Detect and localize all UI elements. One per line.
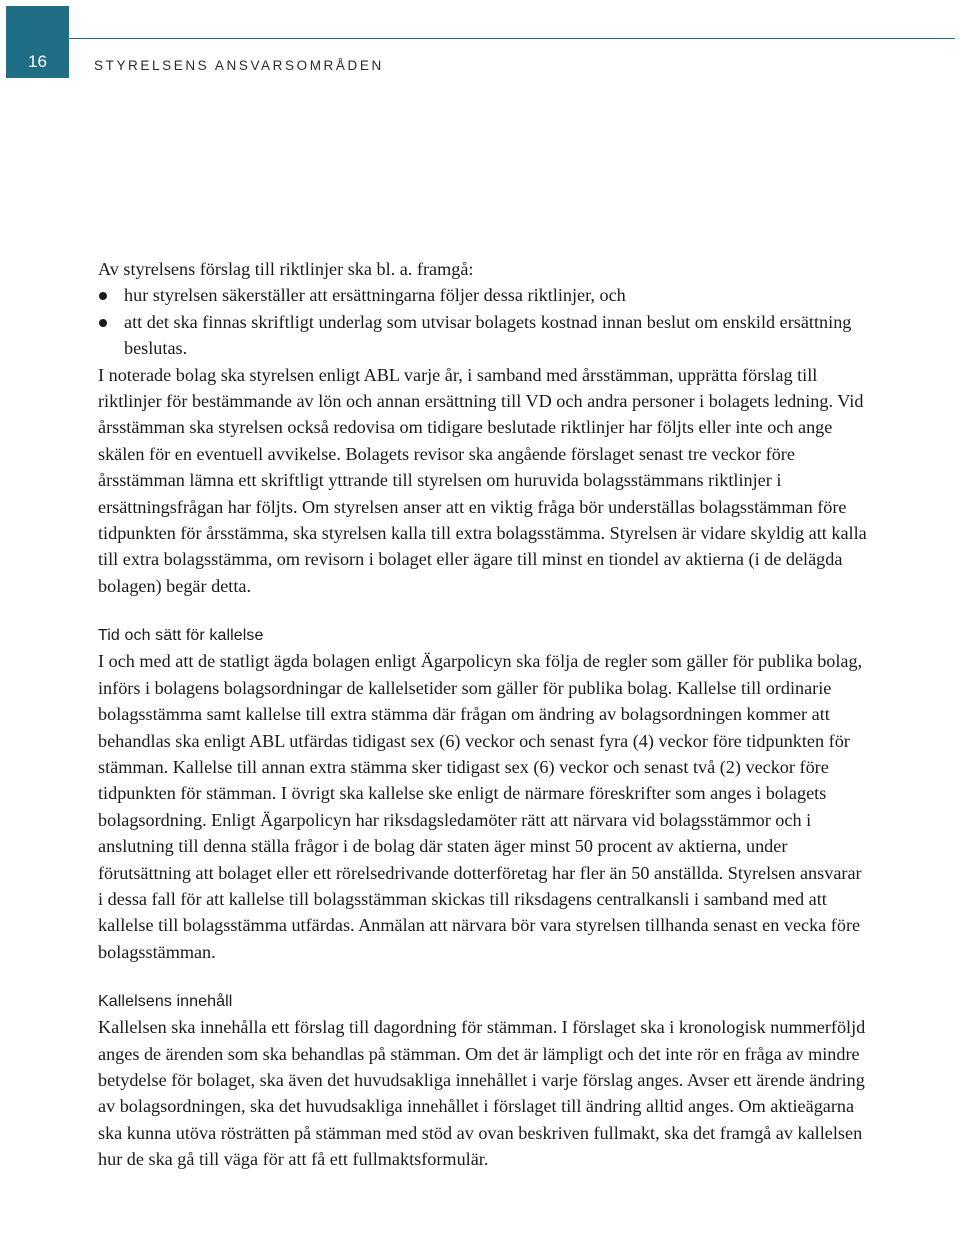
intro-paragraph: I noterade bolag ska styrelsen enligt ABL varje år, i samband med årsstämman, upprätta förslag till riktlinjer för bestämmande av lön och annan ersättning till VD och andra personer i bolagets ledning. Vid årsstämman ska styrelsen också redovisa om tidigare beslutade riktlinjer har följts eller inte och ange skälen för en eventuell avvikelse. Bolagets revisor ska angående förslaget senast tre veckor före årsstämman lämna ett skriftligt yttrande till styrelsen om huruvida bolagsstämmans riktlinjer i ersättningsfrågan har följts. Om styrelsen anser att en viktig fråga bör underställas bolagsstämman före tidpunkten för årsstämma, ska styrelsen kalla till extra bolagsstämma. Styrelsen är vidare skyldig att kalla till extra bolagsstämma, om revisorn i bolaget eller ägare till minst en tiondel av aktierna (i de delägda bolagen) begär detta. bbox=[98, 364, 867, 596]
bullet-item bbox=[98, 282, 868, 308]
bullet-text: att det ska finnas skriftligt underlag som utvisar bolagets kostnad innan beslut om enskild ersättning beslutas. bbox=[124, 311, 852, 359]
page-number: 16 bbox=[28, 52, 47, 71]
header-rule bbox=[69, 38, 955, 39]
bullet-list bbox=[98, 282, 868, 361]
section-body-kallelse-tid: I och med att de statligt ägda bolagen enligt Ägarpolicyn ska följa de regler som gäller för publika bolag, införs i bolagens bolagsordningar de kallelsetider som gäller för publika bolag. Kallelse till ordinarie bolagsstämma samt kallelse till extra stämma där frågan om ändring av bolagsordningen kommer att behandlas ska enligt ABL utfärdas tidigast sex (6) veckor och senast fyra (4) veckor före tidpunkten för stämman. Kallelse till annan extra stämma sker tidigast sex (6) veckor och senast två (2) veckor före tidpunkten för stämman. I övrigt ska kallelse ske enligt de närmare föreskrifter som anges i bolagets bolagsordning. Enligt Ägarpolicyn har riksdagsledamöter rätt att närvara vid bolagsstämmor och i anslutning till denna ställa frågor i de bolag där staten äger minst 50 procent av aktierna, under förutsättning att bolaget eller ett rörelsedrivande dotterföretag har fler än 50 anställda. Styrelsen ansvarar i dessa fall för att kallelse till bolagsstämman skickas till riksdagens centralkansli i samband med att kallelse till bolagsstämma utfärdas. Anmälan att närvara bör vara styrelsen tillhanda senast en vecka före bolagsstämman. bbox=[98, 651, 863, 962]
section-heading-kallelse-innehall: Kallelsens innehåll bbox=[98, 993, 233, 1011]
bullet-item bbox=[98, 309, 868, 362]
document-body bbox=[98, 256, 868, 1173]
bullet-icon bbox=[99, 319, 107, 327]
section-body-kallelse-innehall: Kallelsen ska innehålla ett förslag till dagordning för stämman. I förslaget ska i kronologisk nummerföljd anges de ärenden som ska behandlas på stämman. Om det är lämpligt och det inte rör en fråga av mindre betydelse för bolaget, ska även det huvudsakliga innehållet i varje förslag anges. Avser ett ärende ändring av bolagsordningen, ska det huvudsakliga innehållet i förslaget till ändring alltid anges. Om aktieägarna ska kunna utöva rösträtten på stämman med stöd av ovan beskriven fullmakt, ska det framgå av kallelsen hur de ska gå till väga för att få ett fullmaktsformulär. bbox=[98, 1017, 866, 1170]
bullet-text: hur styrelsen säkerställer att ersättningarna följer dessa riktlinjer, och bbox=[124, 285, 626, 306]
bullet-icon bbox=[99, 292, 107, 300]
running-head: STYRELSENS ANSVARSOMRÅDEN bbox=[94, 58, 384, 73]
page-number-badge bbox=[6, 6, 69, 78]
section-heading-kallelse-tid: Tid och sätt för kallelse bbox=[98, 627, 264, 645]
intro-lead: Av styrelsens förslag till riktlinjer ska bl. a. framgå: bbox=[98, 259, 474, 279]
